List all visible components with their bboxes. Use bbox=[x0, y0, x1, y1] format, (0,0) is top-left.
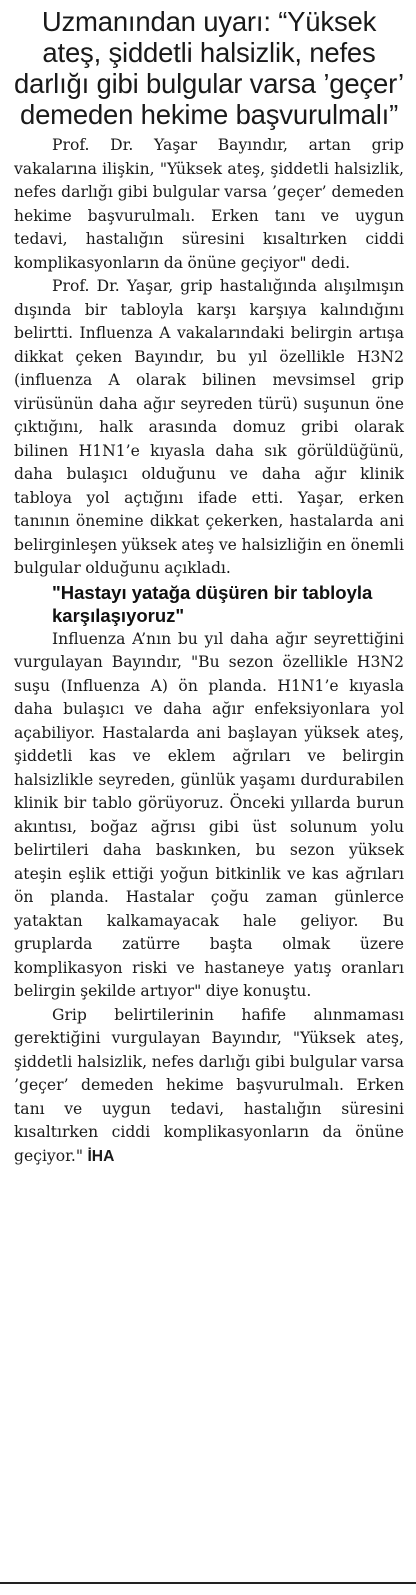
article-paragraph-4 bbox=[14, 1004, 404, 1169]
bottom-divider bbox=[0, 1582, 416, 1584]
article-subheading: "Hastayı yatağa düşüren bir tabloyla karşılaşıyoruz" bbox=[52, 581, 373, 626]
news-agency-credit: İHA bbox=[87, 1147, 115, 1165]
article-paragraph-3: Influenza A’nın bu yıl daha ağır seyrettiğini vurgulayan Bayındır, "Bu sezon özellikle H3N2 suşu (Influenza A) ön planda. H1N1’e kıyasla daha bulaşıcı ve daha ağır enfeksiyonlara yol açabiliyor. Hastalarda ani başlayan yüksek ateş, şiddetli kas ve eklem ağrıları ve belirgin halsizlikle seyreden, günlük yaşamı durdurabilen klinik bir tablo görüyoruz. Önceki yıllarda burun akıntısı, boğaz ağrısı gibi üst solunum yolu belirtileri daha baskınken, bu sezon yüksek ateşin eşlik ettiği yoğun bitkinlik ve kas ağrıları ön planda. Hastalar çoğu zaman günlerce yataktan kalkamayacak hale geliyor. Bu gruplarda zatürre başta olmak üzere komplikasyon riski ve hastaneye yatış oranları belirgin şekilde artıyor" diye konuştu. bbox=[14, 629, 404, 1000]
article-headline: Uzmanından uyarı: “Yüksek ateş, şiddetli halsizlik, nefes darlığı gibi bulgular varsa ’geçer’ demeden hekime başvurulmalı” bbox=[14, 6, 404, 130]
article-paragraph-1: Prof. Dr. Yaşar Bayındır, artan grip vakalarına ilişkin, "Yüksek ateş, şiddetli halsizlik, nefes darlığı gibi bulgular varsa ’geçer’ demeden hekime başvurulmalı. Erken tanı ve uygun tedavi, hastalığın süresini kısaltırken ciddi komplikasyonların da önüne geçiyor" dedi. bbox=[14, 136, 404, 272]
article-paragraph-4-text: Grip belirtilerinin hafife alınmaması gerektiğini vurgulayan Bayındır, "Yüksek ateş, şiddetli halsizlik, nefes darlığı gibi bulgular varsa ’geçer’ demeden hekime başvurulmalı. Erken tanı ve uygun tedavi, hastalığın süresini kısaltırken ciddi komplikasyonların da önüne geçiyor." bbox=[14, 1005, 404, 1165]
article-paragraph-2: Prof. Dr. Yaşar, grip hastalığında alışılmışın dışında bir tabloyla karşı karşıya kalındığını belirtti. Influenza A vakalarındaki belirgin artışa dikkat çeken Bayındır, bu yıl özellikle H3N2 (influenza A olarak bilinen mevsimsel grip virüsünün daha ağır seyreden türü) suşunun öne çıktığını, halk arasında domuz gribi olarak bilinen H1N1’e kıyasla daha sık görüldüğünü, daha bulaşıcı olduğunu ve daha ağır klinik tabloya yol açtığını ifade etti. Yaşar, erken tanının önemine dikkat çekerken, hastalarda ani belirginleşen yüksek ateş ve halsizliğin en önemli bulgular olduğunu açıkladı. bbox=[14, 277, 404, 577]
